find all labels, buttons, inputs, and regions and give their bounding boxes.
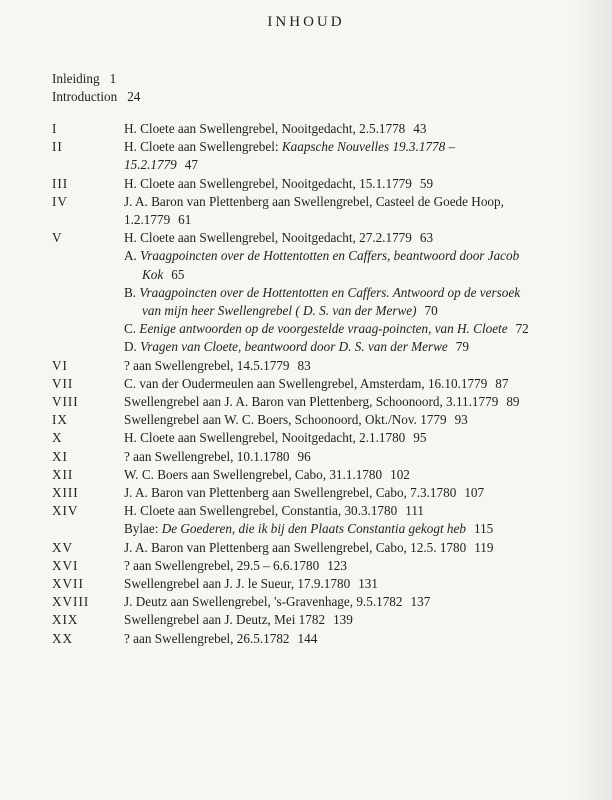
entry-number: VIII <box>52 394 79 410</box>
entry-page: 102 <box>390 466 410 482</box>
entry-page: 144 <box>297 630 318 646</box>
subentry-page: 72 <box>515 321 529 337</box>
entry-title-text: ? aan Swellengrebel, 10.1.1780 <box>124 448 290 464</box>
entry-title-italic: Eenige antwoorden op de voorgestelde vraag-poincten, van H. Cloete <box>139 321 508 337</box>
entry-number: XVI <box>52 557 79 573</box>
toc-subentry <box>52 284 532 320</box>
entry-number: X <box>52 430 63 446</box>
entry-number: II <box>52 139 63 155</box>
page-title: INHOUD <box>267 14 345 30</box>
entry-number: XVII <box>52 576 84 592</box>
toc-entry <box>52 393 532 411</box>
toc-entry <box>52 448 532 466</box>
toc-entry <box>52 375 532 393</box>
toc-entry <box>52 120 532 138</box>
entry-number: XI <box>52 448 68 464</box>
entry-number: XX <box>52 630 74 646</box>
entry-page: 61 <box>178 212 192 228</box>
toc-entry <box>52 175 532 193</box>
entry-title-text: ? aan Swellengrebel, 29.5 – 6.6.1780 <box>124 557 320 573</box>
entry-number: I <box>52 121 58 136</box>
toc-entry <box>52 429 532 447</box>
toc-entry <box>52 593 532 611</box>
entry-page: 43 <box>413 121 427 136</box>
entry-title-italic: De Goederen, die ik bij den Plaats Constantia gekogt heb <box>161 521 466 537</box>
entry-page: 93 <box>454 412 468 428</box>
entry-number: III <box>52 175 69 191</box>
toc-entry <box>52 357 532 375</box>
intro-item-page: 24 <box>127 89 141 104</box>
intro-item <box>52 70 140 88</box>
toc-entry <box>52 630 532 648</box>
intro-item-text: Inleiding <box>52 71 100 86</box>
entry-page: 107 <box>464 485 485 501</box>
subentry-label: A. <box>124 248 141 264</box>
entry-number: XV <box>52 539 74 555</box>
entry-title-text: J. A. Baron van Plettenberg aan Swellengrebel, Cabo, 7.3.1780 <box>124 485 457 501</box>
entry-number: XIV <box>52 503 79 519</box>
entry-title-text: Swellengrebel aan J. Deutz, Mei 1782 <box>124 612 326 628</box>
entry-title-italic: Vragen van Cloete, beantwoord door D. S. van der Merwe <box>140 339 448 355</box>
subentry-label: C. <box>124 321 140 337</box>
toc-subentry <box>52 320 532 338</box>
entry-title-text: Bylae: <box>124 521 162 537</box>
intro-item-text: Introduction <box>52 89 118 104</box>
entry-page: 111 <box>405 503 425 519</box>
entry-number: XVIII <box>52 594 90 610</box>
subentry-label: B. <box>124 284 140 300</box>
entry-page: 119 <box>474 539 494 555</box>
entry-number: V <box>52 230 63 246</box>
toc-entry <box>52 611 532 629</box>
entry-title-text: ? aan Swellengrebel, 14.5.1779 <box>124 357 290 373</box>
toc-entry <box>52 229 532 247</box>
entry-page: 47 <box>184 157 198 173</box>
appendix-page: 115 <box>473 521 494 537</box>
entry-page: 87 <box>495 375 509 391</box>
entry-page: 137 <box>410 594 431 610</box>
toc-entry <box>52 466 532 484</box>
toc-subentry <box>52 247 532 283</box>
toc-entry <box>52 484 532 502</box>
subentry-label: D. <box>124 339 141 355</box>
toc-appendix <box>52 520 532 538</box>
entry-title-text: H. Cloete aan Swellengrebel, Nooitgedacht, 2.5.1778 <box>124 121 406 136</box>
subentry-page: 79 <box>455 339 469 355</box>
entry-title-text: H. Cloete aan Swellengrebel, Nooitgedacht, 27.2.1779 <box>124 230 412 246</box>
toc-subentry <box>52 338 532 356</box>
entry-number: XIII <box>52 485 79 501</box>
toc-entry <box>52 502 532 520</box>
subentry-page: 70 <box>424 303 438 319</box>
table-of-contents <box>52 120 532 648</box>
toc-entry <box>52 575 532 593</box>
entry-page: 95 <box>413 430 427 446</box>
entry-title-text: H. Cloete aan Swellengrebel, Constantia, 30.3.1780 <box>124 503 398 519</box>
entry-page: 59 <box>419 175 434 191</box>
entry-title-text: Swellengrebel aan J. J. le Sueur, 17.9.1780 <box>124 576 351 592</box>
entry-title-text: J. Deutz aan Swellengrebel, 's-Gravenhage, 9.5.1782 <box>124 594 403 610</box>
entry-title-text: J. A. Baron van Plettenberg aan Swellengrebel, Casteel de Goede Hoop, 1.2.1779 <box>124 193 504 228</box>
entry-number: VII <box>52 375 74 391</box>
entry-title-text: ? aan Swellengrebel, 26.5.1782 <box>124 630 290 646</box>
entry-page: 83 <box>297 357 311 373</box>
toc-entry <box>52 557 532 575</box>
intro-item <box>52 88 140 106</box>
entry-page: 89 <box>506 394 520 410</box>
entry-number: XIX <box>52 612 79 628</box>
entry-title-text: J. A. Baron van Plettenberg aan Swellengrebel, Cabo, 12.5. 1780 <box>124 539 467 555</box>
subentry-page: 65 <box>171 266 185 282</box>
entry-title-text: Swellengrebel aan W. C. Boers, Schoonoord, Okt./Nov. 1779 <box>124 412 447 428</box>
page-gutter-shadow <box>572 0 612 800</box>
entry-title-italic: Vraagpoincten over de Hottentotten en Caffers. Antwoord op de versoek van mijn heer Swellengrebel ( D. S. van der Merwe) <box>139 284 521 319</box>
entry-title-text: Swellengrebel aan J. A. Baron van Plettenberg, Schoonoord, 3.11.1779 <box>124 394 499 410</box>
entry-page: 63 <box>419 230 434 246</box>
entry-title-italic: Vraagpoincten over de Hottentotten en Caffers, beantwoord door Jacob Kok <box>140 248 520 282</box>
toc-entry <box>52 411 532 429</box>
intro-item-page: 1 <box>109 71 117 86</box>
entry-title-text: H. Cloete aan Swellengrebel, Nooitgedacht, 2.1.1780 <box>124 430 406 446</box>
entry-title-italic: Kaapsche Nouvelles 19.3.1778 – 15.2.1779 <box>124 139 456 173</box>
entry-title-text: C. van der Oudermeulen aan Swellengrebel, Amsterdam, 16.10.1779 <box>124 375 488 391</box>
entry-title-text: W. C. Boers aan Swellengrebel, Cabo, 31.1.1780 <box>124 466 383 482</box>
entry-page: 131 <box>358 576 378 592</box>
toc-entry <box>52 193 532 229</box>
entry-number: IV <box>52 193 68 209</box>
entry-page: 123 <box>327 557 347 573</box>
intro-list <box>52 70 140 106</box>
toc-entry <box>52 138 532 174</box>
entry-number: VI <box>52 357 68 373</box>
entry-title-text: H. Cloete aan Swellengrebel: <box>124 139 282 155</box>
entry-number: XII <box>52 466 74 482</box>
entry-number: IX <box>52 412 68 428</box>
entry-page: 139 <box>333 612 353 628</box>
entry-title-text: H. Cloete aan Swellengrebel, Nooitgedacht, 15.1.1779 <box>124 175 412 191</box>
entry-page: 96 <box>297 448 311 464</box>
toc-entry <box>52 539 532 557</box>
